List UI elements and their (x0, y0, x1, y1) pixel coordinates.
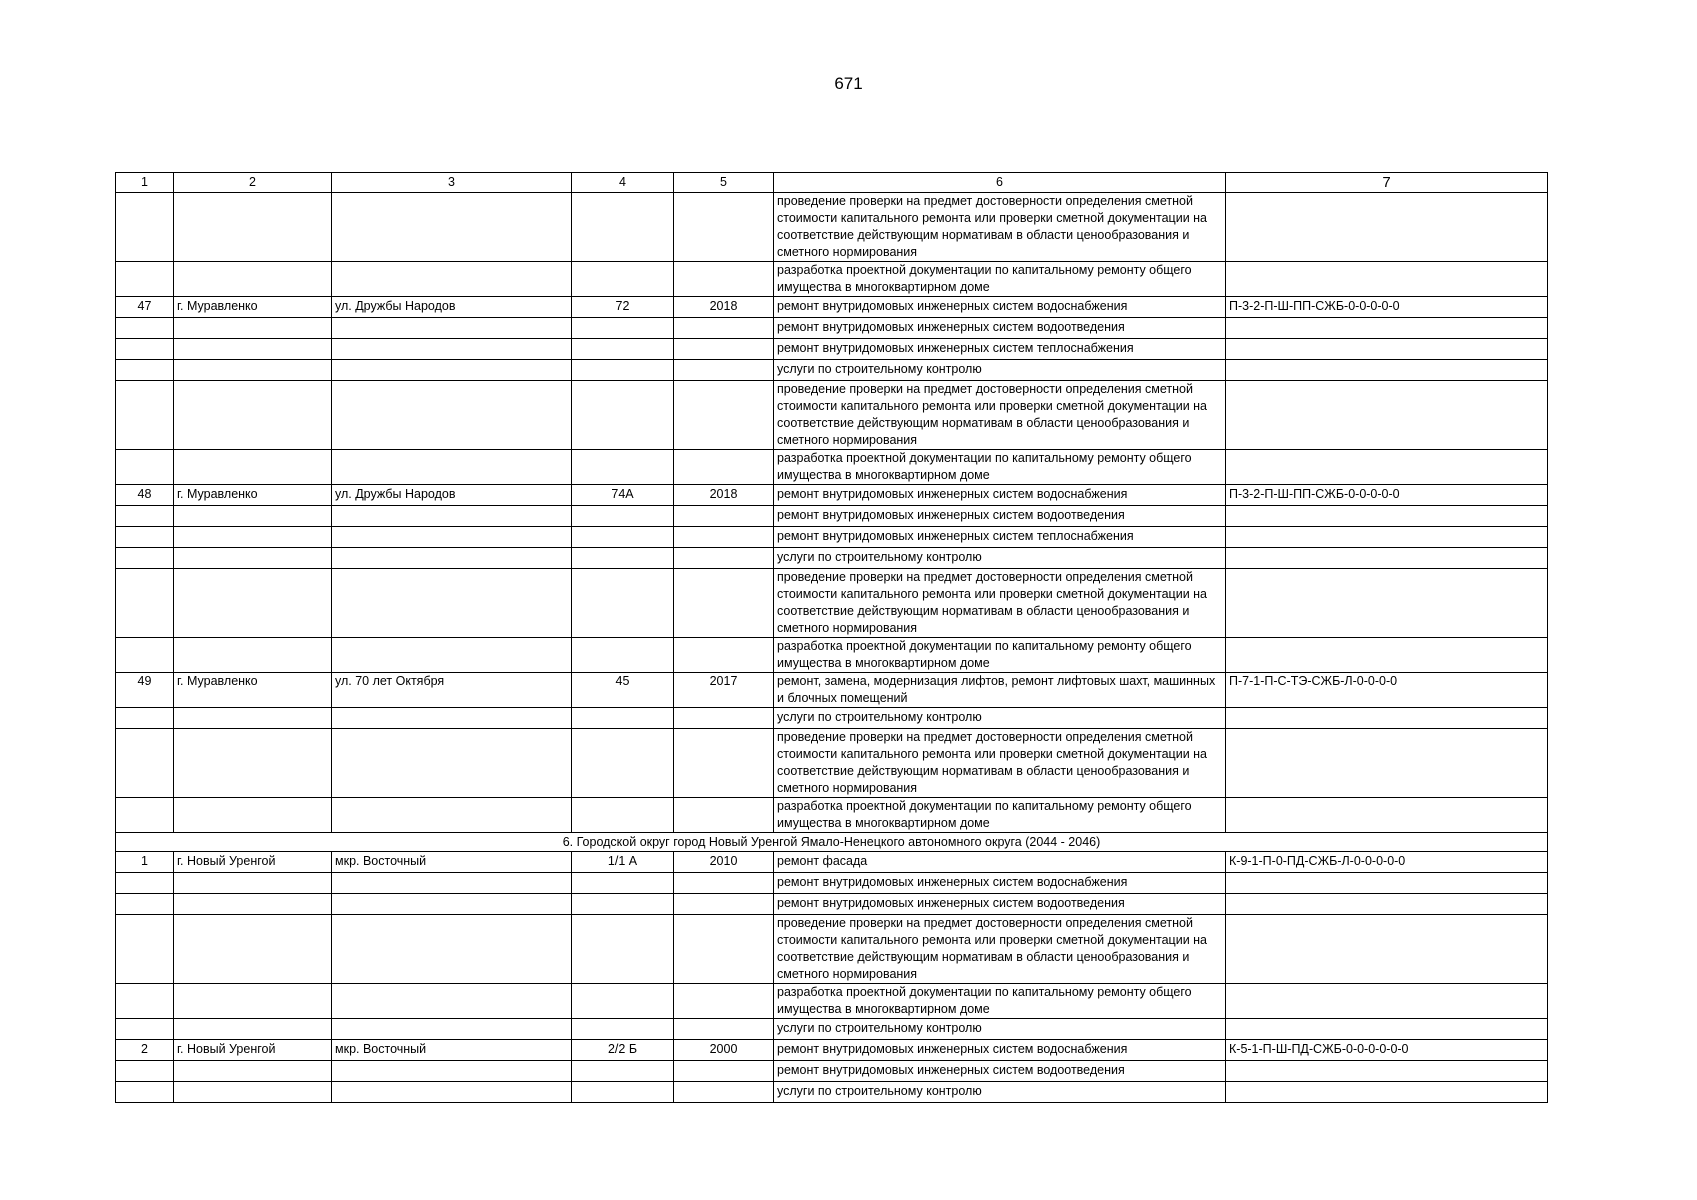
house-code-cell (1226, 569, 1548, 638)
street-cell (332, 984, 572, 1019)
city-cell (174, 708, 332, 729)
house-number-cell (572, 1082, 674, 1103)
row-number-cell (116, 548, 174, 569)
house-number-cell (572, 915, 674, 984)
house-number-cell (572, 262, 674, 297)
row-number-cell (116, 360, 174, 381)
column-header: 2 (174, 173, 332, 193)
row-number-cell (116, 1061, 174, 1082)
work-type-cell: разработка проектной документации по капитальному ремонту общего имущества в многоквартирном доме (774, 798, 1226, 833)
row-number-cell (116, 915, 174, 984)
city-cell (174, 262, 332, 297)
table-row (116, 729, 1548, 798)
house-number-cell (572, 894, 674, 915)
house-code-cell: П-7-1-П-С-ТЭ-СЖБ-Л-0-0-0-0 (1226, 673, 1548, 708)
row-number-cell (116, 873, 174, 894)
street-cell (332, 569, 572, 638)
street-cell (332, 193, 572, 262)
house-code-cell (1226, 873, 1548, 894)
row-number-cell (116, 1019, 174, 1040)
work-type-cell: ремонт внутридомовых инженерных систем водоснабжения (774, 485, 1226, 506)
work-type-cell: ремонт фасада (774, 852, 1226, 873)
table-row (116, 262, 1548, 297)
work-type-cell: проведение проверки на предмет достоверности определения сметной стоимости капитального ремонта или проверки сметной документации на соответствие действующим нормативам в области ценообразования и сметного нормирования (774, 569, 1226, 638)
year-cell (674, 450, 774, 485)
year-cell: 2010 (674, 852, 774, 873)
row-number-cell (116, 339, 174, 360)
city-cell (174, 873, 332, 894)
street-cell (332, 527, 572, 548)
year-cell (674, 798, 774, 833)
house-code-cell (1226, 638, 1548, 673)
house-number-cell (572, 1019, 674, 1040)
column-header: 7 (1226, 173, 1548, 193)
column-number-row (116, 173, 1548, 193)
work-type-cell: ремонт внутридомовых инженерных систем водоснабжения (774, 297, 1226, 318)
year-cell (674, 894, 774, 915)
city-cell (174, 638, 332, 673)
house-number-cell (572, 318, 674, 339)
page-number: 671 (834, 74, 863, 93)
house-code-cell (1226, 318, 1548, 339)
city-cell (174, 360, 332, 381)
city-cell (174, 339, 332, 360)
table-row (116, 318, 1548, 339)
street-cell: мкр. Восточный (332, 852, 572, 873)
street-cell (332, 506, 572, 527)
year-cell: 2017 (674, 673, 774, 708)
house-code-cell (1226, 506, 1548, 527)
work-type-cell: разработка проектной документации по капитальному ремонту общего имущества в многоквартирном доме (774, 638, 1226, 673)
city-cell (174, 450, 332, 485)
table-row (116, 297, 1548, 318)
house-number-cell (572, 339, 674, 360)
table-row (116, 798, 1548, 833)
house-code-cell: К-9-1-П-0-ПД-СЖБ-Л-0-0-0-0-0 (1226, 852, 1548, 873)
street-cell (332, 873, 572, 894)
city-cell (174, 798, 332, 833)
house-number-cell (572, 638, 674, 673)
house-number-cell (572, 984, 674, 1019)
house-code-cell (1226, 1019, 1548, 1040)
work-type-cell: ремонт внутридомовых инженерных систем водоотведения (774, 894, 1226, 915)
house-code-cell: П-3-2-П-Ш-ПП-СЖБ-0-0-0-0-0 (1226, 297, 1548, 318)
row-number-cell: 2 (116, 1040, 174, 1061)
house-number-cell (572, 873, 674, 894)
year-cell (674, 506, 774, 527)
year-cell (674, 915, 774, 984)
house-code-cell (1226, 381, 1548, 450)
house-code-cell (1226, 360, 1548, 381)
house-code-cell (1226, 729, 1548, 798)
house-code-cell (1226, 708, 1548, 729)
table-row (116, 548, 1548, 569)
table-row (116, 673, 1548, 708)
house-number-cell (572, 381, 674, 450)
city-cell (174, 894, 332, 915)
table-row (116, 638, 1548, 673)
row-number-cell (116, 569, 174, 638)
street-cell (332, 729, 572, 798)
street-cell (332, 360, 572, 381)
city-cell (174, 381, 332, 450)
year-cell (674, 193, 774, 262)
row-number-cell (116, 381, 174, 450)
year-cell (674, 1061, 774, 1082)
table-row (116, 381, 1548, 450)
street-cell: ул. 70 лет Октября (332, 673, 572, 708)
work-type-cell: услуги по строительному контролю (774, 1082, 1226, 1103)
row-number-cell (116, 798, 174, 833)
table-row (116, 193, 1548, 262)
house-number-cell (572, 1061, 674, 1082)
year-cell (674, 1082, 774, 1103)
house-code-cell (1226, 798, 1548, 833)
house-number-cell: 74А (572, 485, 674, 506)
table-row (116, 708, 1548, 729)
year-cell (674, 262, 774, 297)
year-cell: 2018 (674, 297, 774, 318)
house-code-cell (1226, 984, 1548, 1019)
work-type-cell: разработка проектной документации по капитальному ремонту общего имущества в многоквартирном доме (774, 262, 1226, 297)
year-cell (674, 360, 774, 381)
city-cell (174, 318, 332, 339)
work-type-cell: услуги по строительному контролю (774, 360, 1226, 381)
work-type-cell: ремонт внутридомовых инженерных систем водоотведения (774, 506, 1226, 527)
work-type-cell: проведение проверки на предмет достоверности определения сметной стоимости капитального ремонта или проверки сметной документации на соответствие действующим нормативам в области ценообразования и сметного нормирования (774, 729, 1226, 798)
street-cell: ул. Дружбы Народов (332, 485, 572, 506)
street-cell (332, 915, 572, 984)
city-cell: г. Муравленко (174, 673, 332, 708)
street-cell (332, 318, 572, 339)
house-number-cell (572, 506, 674, 527)
house-code-cell (1226, 894, 1548, 915)
city-cell (174, 984, 332, 1019)
city-cell (174, 1082, 332, 1103)
street-cell (332, 798, 572, 833)
city-cell (174, 506, 332, 527)
street-cell (332, 450, 572, 485)
row-number-cell (116, 527, 174, 548)
table-body (116, 193, 1548, 1103)
house-number-cell (572, 527, 674, 548)
house-number-cell: 1/1 А (572, 852, 674, 873)
house-code-cell (1226, 339, 1548, 360)
section-title: 6. Городской округ город Новый Уренгой Ямало-Ненецкого автономного округа (2044 - 2046) (116, 833, 1548, 852)
column-header: 5 (674, 173, 774, 193)
street-cell (332, 339, 572, 360)
table-row (116, 1061, 1548, 1082)
row-number-cell (116, 1082, 174, 1103)
city-cell: г. Новый Уренгой (174, 852, 332, 873)
street-cell (332, 1082, 572, 1103)
year-cell (674, 527, 774, 548)
row-number-cell: 49 (116, 673, 174, 708)
city-cell (174, 527, 332, 548)
house-number-cell (572, 360, 674, 381)
house-code-cell (1226, 450, 1548, 485)
year-cell (674, 569, 774, 638)
house-number-cell (572, 729, 674, 798)
house-code-cell (1226, 1061, 1548, 1082)
table-row (116, 339, 1548, 360)
table-row (116, 360, 1548, 381)
house-number-cell: 72 (572, 297, 674, 318)
work-type-cell: услуги по строительному контролю (774, 1019, 1226, 1040)
year-cell (674, 873, 774, 894)
house-code-cell (1226, 262, 1548, 297)
year-cell (674, 729, 774, 798)
work-type-cell: проведение проверки на предмет достоверности определения сметной стоимости капитального ремонта или проверки сметной документации на соответствие действующим нормативам в области ценообразования и сметного нормирования (774, 193, 1226, 262)
city-cell (174, 1019, 332, 1040)
row-number-cell: 1 (116, 852, 174, 873)
column-header: 1 (116, 173, 174, 193)
row-number-cell (116, 318, 174, 339)
row-number-cell (116, 729, 174, 798)
table-row (116, 527, 1548, 548)
year-cell: 2018 (674, 485, 774, 506)
table-row (116, 873, 1548, 894)
house-number-cell (572, 569, 674, 638)
row-number-cell (116, 450, 174, 485)
house-number-cell: 2/2 Б (572, 1040, 674, 1061)
table-row (116, 915, 1548, 984)
street-cell (332, 262, 572, 297)
row-number-cell: 48 (116, 485, 174, 506)
table-row (116, 984, 1548, 1019)
row-number-cell (116, 984, 174, 1019)
house-code-cell: К-5-1-П-Ш-ПД-СЖБ-0-0-0-0-0-0 (1226, 1040, 1548, 1061)
work-type-cell: ремонт, замена, модернизация лифтов, ремонт лифтовых шахт, машинных и блочных помещений (774, 673, 1226, 708)
city-cell (174, 548, 332, 569)
house-number-cell (572, 798, 674, 833)
street-cell (332, 638, 572, 673)
row-number-cell (116, 262, 174, 297)
house-code-cell (1226, 915, 1548, 984)
street-cell (332, 708, 572, 729)
year-cell (674, 339, 774, 360)
street-cell (332, 1019, 572, 1040)
year-cell (674, 318, 774, 339)
work-type-cell: разработка проектной документации по капитальному ремонту общего имущества в многоквартирном доме (774, 450, 1226, 485)
street-cell (332, 1061, 572, 1082)
work-type-cell: ремонт внутридомовых инженерных систем теплоснабжения (774, 339, 1226, 360)
table-row (116, 1040, 1548, 1061)
street-cell: ул. Дружбы Народов (332, 297, 572, 318)
year-cell (674, 984, 774, 1019)
city-cell (174, 729, 332, 798)
year-cell: 2000 (674, 1040, 774, 1061)
work-type-cell: услуги по строительному контролю (774, 708, 1226, 729)
row-number-cell (116, 894, 174, 915)
street-cell (332, 894, 572, 915)
house-code-cell: П-3-2-П-Ш-ПП-СЖБ-0-0-0-0-0 (1226, 485, 1548, 506)
work-type-cell: ремонт внутридомовых инженерных систем водоснабжения (774, 873, 1226, 894)
city-cell: г. Муравленко (174, 485, 332, 506)
table-row (116, 852, 1548, 873)
work-type-cell: ремонт внутридомовых инженерных систем теплоснабжения (774, 527, 1226, 548)
row-number-cell (116, 708, 174, 729)
city-cell (174, 193, 332, 262)
work-type-cell: проведение проверки на предмет достоверности определения сметной стоимости капитального ремонта или проверки сметной документации на соответствие действующим нормативам в области ценообразования и сметного нормирования (774, 381, 1226, 450)
work-type-cell: ремонт внутридомовых инженерных систем водоотведения (774, 1061, 1226, 1082)
house-code-cell (1226, 548, 1548, 569)
street-cell: мкр. Восточный (332, 1040, 572, 1061)
row-number-cell (116, 193, 174, 262)
table-row (116, 485, 1548, 506)
house-code-cell (1226, 193, 1548, 262)
column-header: 3 (332, 173, 572, 193)
year-cell (674, 638, 774, 673)
row-number-cell (116, 506, 174, 527)
house-number-cell (572, 193, 674, 262)
table-row (116, 450, 1548, 485)
house-code-cell (1226, 527, 1548, 548)
work-type-cell: проведение проверки на предмет достоверности определения сметной стоимости капитального ремонта или проверки сметной документации на соответствие действующим нормативам в области ценообразования и сметного нормирования (774, 915, 1226, 984)
table-row (116, 569, 1548, 638)
table-row (116, 506, 1548, 527)
street-cell (332, 381, 572, 450)
house-number-cell (572, 548, 674, 569)
work-type-cell: разработка проектной документации по капитальному ремонту общего имущества в многоквартирном доме (774, 984, 1226, 1019)
table-row (116, 1082, 1548, 1103)
row-number-cell (116, 638, 174, 673)
city-cell (174, 569, 332, 638)
table-row (116, 894, 1548, 915)
table-row (116, 1019, 1548, 1040)
city-cell (174, 1061, 332, 1082)
year-cell (674, 708, 774, 729)
city-cell: г. Муравленко (174, 297, 332, 318)
city-cell: г. Новый Уренгой (174, 1040, 332, 1061)
street-cell (332, 548, 572, 569)
year-cell (674, 548, 774, 569)
row-number-cell: 47 (116, 297, 174, 318)
year-cell (674, 1019, 774, 1040)
house-number-cell (572, 708, 674, 729)
city-cell (174, 915, 332, 984)
work-type-cell: ремонт внутридомовых инженерных систем водоотведения (774, 318, 1226, 339)
house-number-cell: 45 (572, 673, 674, 708)
year-cell (674, 381, 774, 450)
house-code-cell (1226, 1082, 1548, 1103)
capital-repair-table (115, 172, 1548, 1103)
section-header-row (116, 833, 1548, 852)
column-header: 4 (572, 173, 674, 193)
work-type-cell: ремонт внутридомовых инженерных систем водоснабжения (774, 1040, 1226, 1061)
column-header: 6 (774, 173, 1226, 193)
house-number-cell (572, 450, 674, 485)
work-type-cell: услуги по строительному контролю (774, 548, 1226, 569)
